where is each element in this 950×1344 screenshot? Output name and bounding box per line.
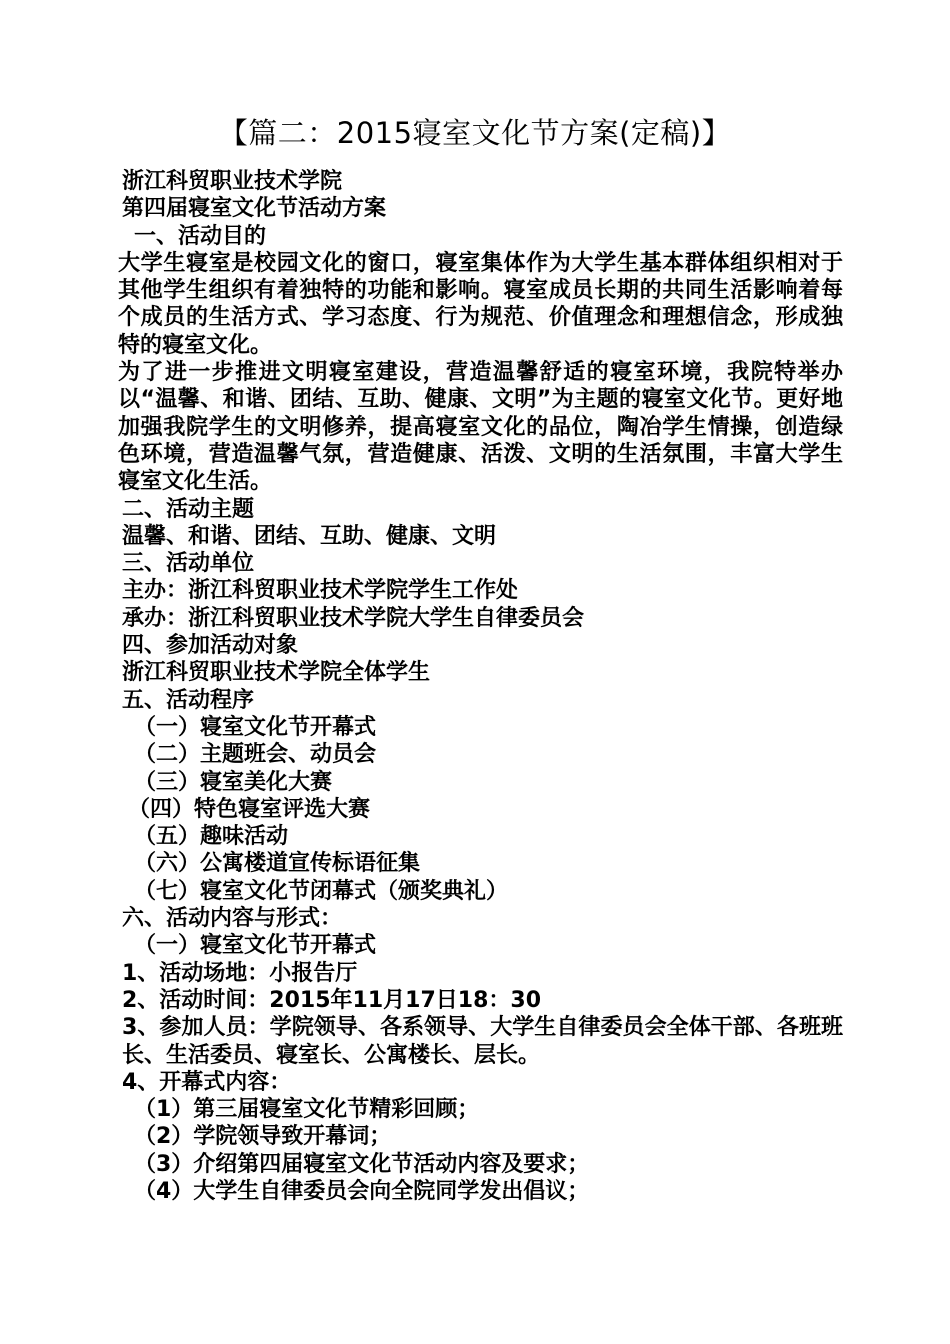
subsection-heading-opening: （一）寝室文化节开幕式 bbox=[134, 933, 377, 959]
procedure-item: （四）特色寝室评选大赛 bbox=[128, 796, 371, 822]
procedure-item: （一）寝室文化节开幕式 bbox=[134, 714, 377, 740]
opening-content-item: （2）学院领导致开幕词； bbox=[134, 1124, 392, 1150]
school-name: 浙江科贸职业技术学院 bbox=[122, 169, 343, 194]
detail-attendees: 3、参加人员：学院领导、各系领导、大学生自律委员会全体干部、各班班长、生活委员、寝室长、公寓楼长、层长。 bbox=[122, 1015, 843, 1068]
section-heading-procedure: 五、活动程序 bbox=[122, 687, 255, 713]
section-heading-theme: 二、活动主题 bbox=[122, 496, 255, 522]
paragraph-purpose-2: 为了进一步推进文明寝室建设，营造温馨舒适的寝室环境，我院特举办以“温馨、和谐、团结、互助、健康、文明”为主题的寝室文化节。更好地加强我院学生的文明修养，提高寝室文化的品位，陶冶学生情操，创造绿色环境，营造温馨气氛，营造健康、活泼、文明的生活氛围，丰富大学生寝室文化生活。 bbox=[118, 360, 843, 495]
opening-content-item: （3）介绍第四届寝室文化节活动内容及要求； bbox=[134, 1151, 590, 1177]
procedure-item: （七）寝室文化节闭幕式（颁奖典礼） bbox=[134, 878, 509, 904]
procedure-item: （五）趣味活动 bbox=[134, 824, 289, 850]
opening-content-item: （4）大学生自律委员会向全院同学发出倡议； bbox=[134, 1178, 590, 1204]
detail-venue: 1、活动场地：小报告厅 bbox=[122, 960, 358, 986]
section-heading-purpose: 一、活动目的 bbox=[134, 223, 267, 249]
procedure-item: （二）主题班会、动员会 bbox=[134, 742, 377, 768]
procedure-item: （六）公寓楼道宣传标语征集 bbox=[134, 851, 421, 877]
organizer-line: 主办：浙江科贸职业技术学院学生工作处 bbox=[122, 578, 519, 604]
paragraph-purpose-1: 大学生寝室是校园文化的窗口，寝室集体作为大学生基本群体组织相对于其他学生组织有着独特的功能和影响。寝室成员长期的共同生活影响着每个成员的生活方式、学习态度、行为规范、价值理念和理想信念，形成独特的寝室文化。 bbox=[118, 250, 843, 358]
theme-text: 温馨、和谐、团结、互助、健康、文明 bbox=[122, 523, 497, 549]
section-heading-content: 六、活动内容与形式： bbox=[122, 906, 343, 932]
detail-opening-content: 4、开幕式内容： bbox=[122, 1069, 292, 1095]
participants-text: 浙江科贸职业技术学院全体学生 bbox=[122, 660, 431, 686]
detail-time: 2、活动时间：2015年11月17日18：30 bbox=[122, 987, 541, 1013]
procedure-item: （三）寝室美化大赛 bbox=[134, 769, 333, 795]
document-body bbox=[118, 168, 843, 1205]
plan-title: 第四届寝室文化节活动方案 bbox=[122, 196, 387, 222]
opening-content-item: （1）第三届寝室文化节精彩回顾； bbox=[134, 1097, 480, 1123]
co-organizer-line: 承办：浙江科贸职业技术学院大学生自律委员会 bbox=[122, 605, 585, 631]
section-heading-units: 三、活动单位 bbox=[122, 551, 255, 577]
document-title: 【篇二：2015寝室文化节方案(定稿)】 bbox=[218, 116, 732, 150]
section-heading-participants: 四、参加活动对象 bbox=[122, 633, 299, 659]
